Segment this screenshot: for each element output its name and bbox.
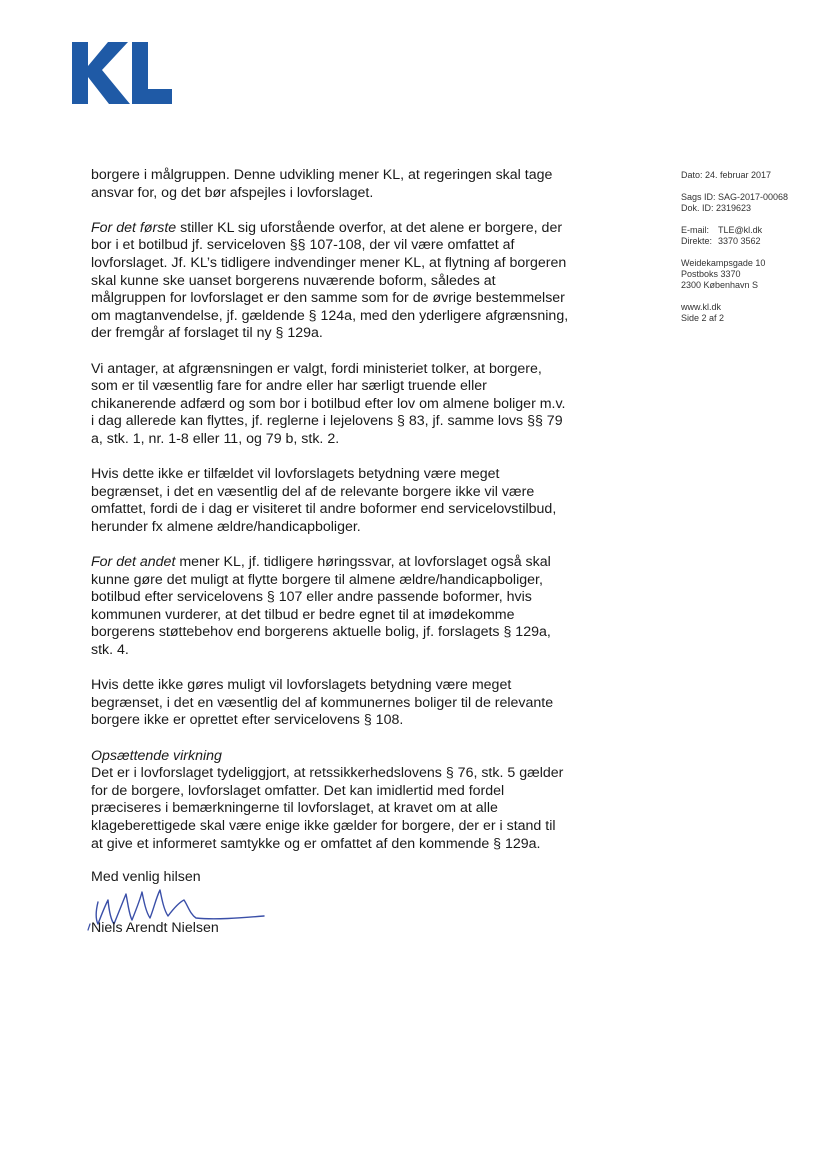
website-link[interactable]: www.kl.dk	[681, 302, 722, 312]
paragraph-2	[91, 220, 571, 343]
direct-value: 3370 3562	[718, 236, 761, 246]
signer-name: Niels Arendt Nielsen	[91, 920, 219, 936]
letter-metadata	[681, 170, 821, 335]
paragraph-1: borgere i målgruppen. Denne udvikling mener KL, at regeringen skal tage ansvar for, og det bør afspejles i lovforslaget.	[91, 167, 553, 201]
direct-row	[681, 236, 821, 247]
case-id: Sags ID: SAG-2017-00068	[681, 192, 789, 202]
paragraph-7	[91, 748, 571, 854]
address-pobox: Postboks 3370	[681, 269, 741, 279]
direct-label: Direkte:	[681, 236, 713, 246]
paragraph-5-lead: For det andet	[91, 554, 176, 571]
page-number: Side 2 af 2	[681, 313, 725, 323]
email-value[interactable]: TLE@kl.dk	[718, 225, 763, 235]
kl-logo	[72, 42, 172, 104]
email-row	[681, 225, 821, 236]
paragraph-6: Hvis dette ikke gøres muligt vil lovforslagets betydning være meget begrænset, i det en væsentlig del af kommunernes boliger til de relevante borgere ikke er oprettet efter servicelovens § 108.	[91, 677, 554, 729]
email-label: E-mail:	[681, 225, 710, 235]
paragraph-2-text: stiller KL sig uforstående overfor, at det alene er borgere, der bor i et botilbud jf. serviceloven §§ 107-108, der vil være omfattet af lovforslaget. Jf. KL’s tidligere indvendinger mener KL, at flytning af borgeren skal kunne ske uanset borgerens nuværende boform, således at målgruppen for lovforslaget er den samme som for de øvrige bestemmelser om magtanvendelse, jf. gældende § 124a, med den yderligere afgrænsning, der fremgår af forslaget til ny § 129a.	[91, 219, 569, 342]
logo-letter-k	[72, 42, 130, 104]
address-block	[681, 258, 821, 291]
contact-block	[681, 225, 821, 247]
paragraph-3: Vi antager, at afgrænsningen er valgt, fordi ministeriet tolker, at borgere, som er til væsentlig fare for andre eller har særligt truende eller chikanerende adfærd og som bor i botilbud efter lov om almene boliger m.v. i dag allerede kan flyttes, jf. reglerne i lejelovens § 83, jf. samme lovs §§ 79 a, stk. 1, nr. 1-8 eller 11, og 79 b, stk. 2.	[91, 360, 566, 447]
web-block	[681, 302, 821, 324]
address-street: Weidekampsgade 10	[681, 258, 766, 268]
paragraph-4: Hvis dette ikke er tilfældet vil lovforslagets betydning være meget begrænset, i det en væsentlig del af de relevante borgere ikke vil være omfattet, fordi de i dag er visiteret til andre boformer end servicelovstilbud, herunder fx almene ældre/handicapboliger.	[91, 466, 557, 535]
id-block	[681, 192, 821, 214]
letter-body	[91, 167, 571, 853]
address-city: 2300 København S	[681, 280, 759, 290]
paragraph-5	[91, 554, 571, 660]
paragraph-5-text: mener KL, jf. tidligere høringssvar, at lovforslaget også skal kunne gøre det muligt at flytte borgere til almene ældre/handicapboliger, botilbud efter servicelovens § 107 eller andre passende boformer, hvis kommunen vurderer, at det tilbud er bedre egnet til at imødekomme borgerens støttebehov end borgerens aktuelle bolig, jf. forslagets § 129a, stk. 4.	[91, 554, 551, 659]
logo-letter-l	[132, 42, 172, 104]
doc-id: Dok. ID: 2319623	[681, 203, 752, 213]
paragraph-7-text: Det er i lovforslaget tydeliggjort, at retssikkerhedslovens § 76, stk. 5 gælder for de borgere, lovforslaget omfatter. Det kan imidlertid med fordel præciseres i bemærkningerne til lovforslaget, at kravet om at alle klageberettigede skal være enige ikke gælder for borgere, der er i stand til at give et informeret samtykke og er omfattet af den kommende § 129a.	[91, 765, 564, 852]
date-line: Dato: 24. februar 2017	[681, 170, 772, 180]
paragraph-2-lead: For det første	[91, 219, 177, 236]
section-heading-opsaettende: Opsættende virkning	[91, 747, 222, 764]
closing-greeting: Med venlig hilsen	[91, 869, 201, 885]
